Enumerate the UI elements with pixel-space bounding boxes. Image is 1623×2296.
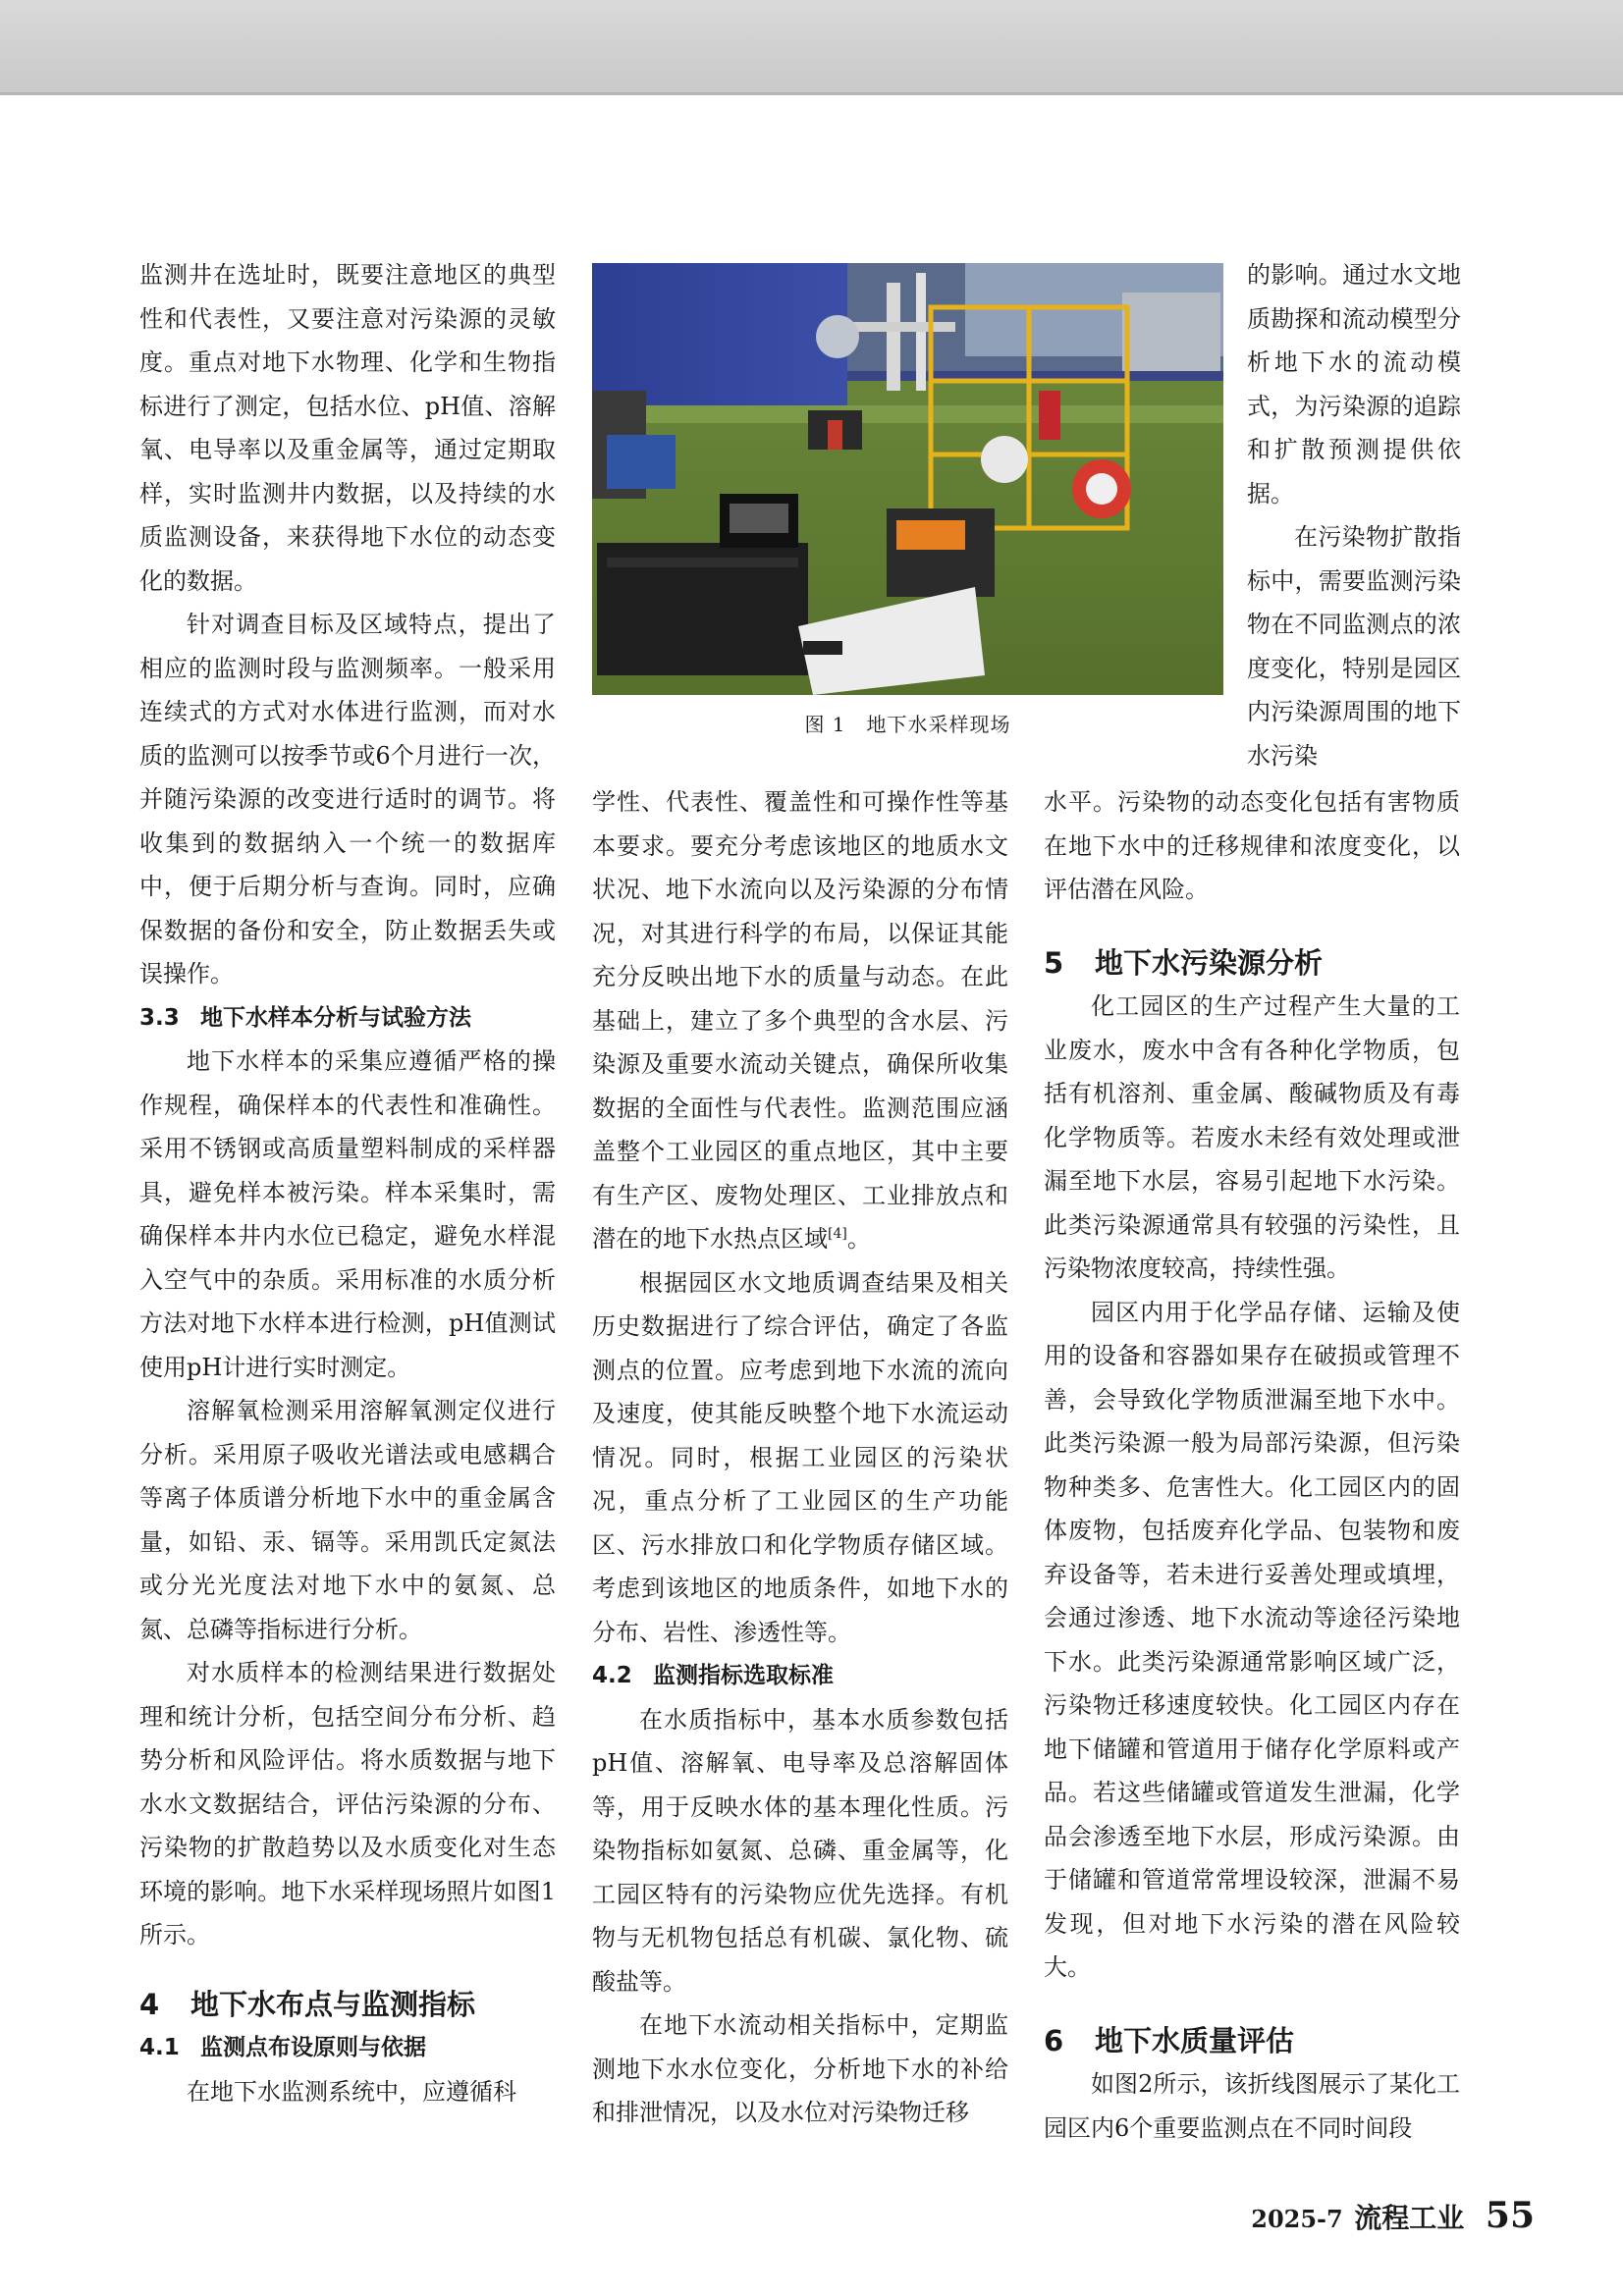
column-right-top [1247, 253, 1461, 777]
subsection-title: 监测指标选取标准 [653, 1663, 834, 1688]
paragraph: 溶解氧检测采用溶解氧测定仪进行分析。采用原子吸收光谱法或电感耦合等离子体质谱分析地下水中的重金属含量，如铅、汞、镉等。采用凯氏定氮法或分光光度法对地下水中的氨氮、总氮、总磷等指标进行分析。 [139, 1397, 556, 1643]
figure-caption: 图 1 地下水采样现场 [804, 713, 1011, 736]
section-title: 地下水污染源分析 [1095, 945, 1324, 980]
subsection-heading [139, 2026, 556, 2070]
section-number: 4 [139, 1987, 160, 2021]
paragraph: 在地下水流动相关指标中，定期监测地下水水位变化，分析地下水的补给和排泄情况，以及水位对污染物迁移 [592, 2011, 1008, 2126]
section-heading [139, 1983, 556, 2027]
subsection-heading [592, 1654, 1008, 1698]
subsection-number: 3.3 [139, 1004, 180, 1031]
subsection-number: 4.1 [139, 2035, 180, 2060]
paragraph: 在水质指标中，基本水质参数包括pH值、溶解氧、电导率及总溶解固体等，用于反映水体的基本理化性质。污染物指标如氨氮、总磷、重金属等，化工园区特有的污染物应优先选择。有机物与无机物包括总有机碳、氯化物、硫酸盐等。 [592, 1705, 1008, 1996]
paragraph: 如图2所示，该折线图展示了某化工园区内6个重要监测点在不同时间段 [1044, 2070, 1460, 2142]
issue-date: 2025-7 [1251, 2205, 1343, 2233]
subsection-title: 监测点布设原则与依据 [200, 2035, 426, 2060]
section-heading [1044, 2019, 1460, 2063]
paragraph: 园区内用于化学品存储、运输及使用的设备和容器如果存在破损或管理不善，会导致化学物质泄漏至地下水中。此类污染源一般为局部污染源，但污染物种类多、危害性大。化工园区内的固体废物，包括废弃化学品、包装物和废弃设备等，若未进行妥善处理或填埋，会通过渗透、地下水流动等途径污染地下水。此类污染源通常影响区域广泛，污染物迁移速度较快。化工园区内存在地下储罐和管道用于储存化学原料或产品。若这些储罐或管道发生泄漏，化学品会渗透至地下水层，形成污染源。由于储罐和管道常常埋设较深，泄漏不易发现，但对地下水污染的潜在风险较大。 [1044, 1298, 1460, 1981]
paragraph: 对水质样本的检测结果进行数据处理和统计分析，包括空间分布分析、趋势分析和风险评估。将水质数据与地下水水文数据结合，评估污染源的分布、污染物的扩散趋势以及水质变化对生态环境的影响。地下水采样现场照片如图1所示。 [139, 1659, 556, 1949]
paragraph: 地下水样本的采集应遵循严格的操作规程，确保样本的代表性和准确性。采用不锈钢或高质量塑料制成的采样器具，避免样本被污染。样本采集时，需确保样本井内水位已稳定，避免水样混入空气中的杂质。采用标准的水质分析方法对地下水样本进行检测，pH值测试使用pH计进行实时测定。 [139, 1047, 556, 1381]
figure-photo [592, 263, 1223, 695]
column-right [1044, 780, 1460, 2150]
paragraph-text: 学性、代表性、覆盖性和可操作性等基本要求。要充分考虑该地区的地质水文状况、地下水流向以及污染源的分布情况，对其进行科学的布局，以保证其能充分反映出地下水的质量与动态。在此基础上，建立了多个典型的含水层、污染源及重要水流动关键点，确保所收集数据的全面性与代表性。监测范围应涵盖整个工业园区的重点地区，其中主要有生产区、废物处理区、工业排放点和潜在的地下水热点区域 [592, 788, 1008, 1253]
groundwater-sampling-photo [592, 263, 1223, 695]
section-title: 地下水布点与监测指标 [190, 1987, 476, 2021]
paragraph: 在地下水监测系统中，应遵循科 [187, 2077, 516, 2106]
paragraph: 根据园区水文地质调查结果及相关历史数据进行了综合评估，确定了各监测点的位置。应考虑到地下水流的流向及速度，使其能反映整个地下水流运动情况。同时，根据工业园区的污染状况，重点分析了工业园区的生产功能区、污水排放口和化学物质存储区域。考虑到该地区的地质条件，如地下水的分布、岩性、渗透性等。 [592, 1268, 1008, 1646]
paragraph: 监测井在选址时，既要注意地区的典型性和代表性，又要注意对污染源的灵敏度。重点对地下水物理、化学和生物指标进行了测定，包括水位、pH值、溶解氧、电导率以及重金属等，通过定期取样，实时监测井内数据，以及持续的水质监测设备，来获得地下水位的动态变化的数据。 [139, 261, 556, 595]
paragraph [592, 780, 1008, 1261]
subsection-number: 4.2 [592, 1663, 632, 1688]
section-title: 地下水质量评估 [1095, 2023, 1295, 2057]
page-number: 55 [1485, 2195, 1535, 2236]
magazine-name: 流程工业 [1354, 2202, 1465, 2234]
column-middle [592, 780, 1008, 2135]
subsection-heading [139, 996, 556, 1041]
paragraph: 化工园区的生产过程产生大量的工业废水，废水中含有各种化学物质，包括有机溶剂、重金属、酸碱物质及有毒化学物质等。若废水未经有效处理或泄漏至地下水层，容易引起地下水污染。此类污染源通常具有较强的污染性，且污染物浓度较高，持续性强。 [1044, 992, 1460, 1282]
section-heading [1044, 941, 1460, 986]
column-left [139, 253, 556, 2113]
citation-ref: [4] [828, 1226, 847, 1242]
section-number: 5 [1044, 945, 1064, 980]
page-footer [1251, 2195, 1535, 2236]
paragraph: 的影响。通过水文地质勘探和流动模型分析地下水的流动模式，为污染源的追踪和扩散预测提供依据。 [1247, 261, 1461, 507]
paragraph: 在污染物扩散指标中，需要监测污染物在不同监测点的浓度变化，特别是园区内污染源周围的地下水污染 [1247, 523, 1461, 770]
section-number: 6 [1044, 2023, 1064, 2057]
top-margin-band [0, 0, 1623, 95]
paragraph: 水平。污染物的动态变化包括有害物质在地下水中的迁移规律和浓度变化，以评估潜在风险。 [1044, 788, 1460, 903]
subsection-title: 地下水样本分析与试验方法 [200, 1004, 471, 1031]
paragraph: 针对调查目标及区域特点，提出了相应的监测时段与监测频率。一般采用连续式的方式对水体进行监测，而对水质的监测可以按季节或6个月进行一次，并随污染源的改变进行适时的调节。将收集到的数据纳入一个统一的数据库中，便于后期分析与查询。同时，应确保数据的备份和安全，防止数据丢失或误操作。 [139, 611, 556, 988]
paragraph-end: 。 [846, 1225, 871, 1253]
